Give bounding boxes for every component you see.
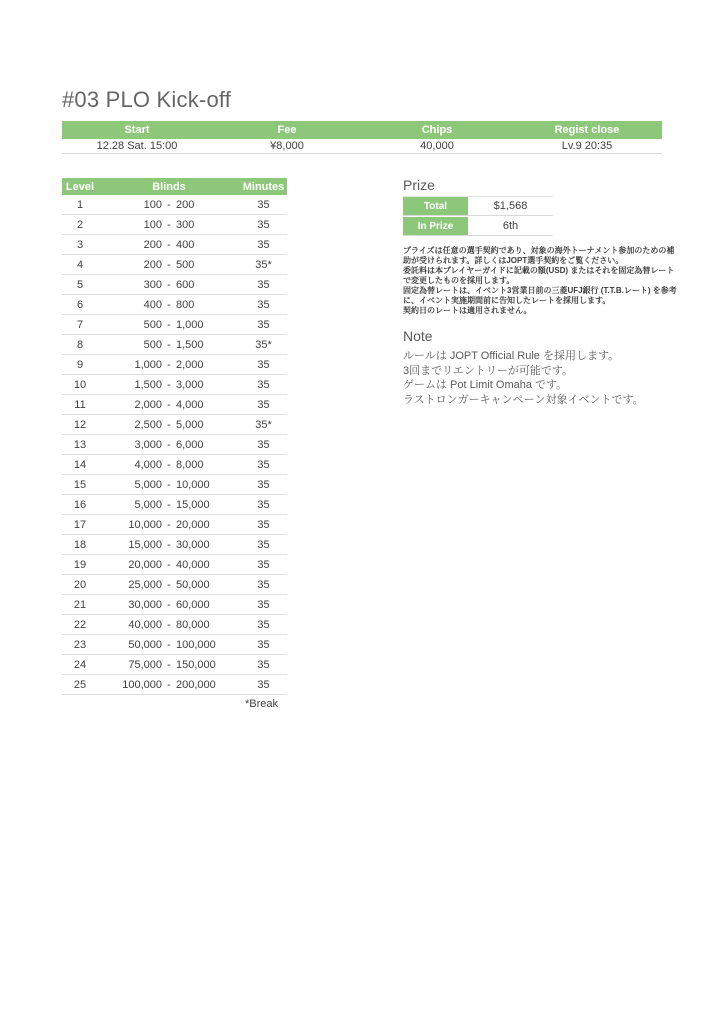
minutes-cell: 35 (257, 658, 270, 671)
minutes-cell: 35* (255, 258, 272, 271)
level-cell: 15 (73, 478, 87, 491)
blinds-cell (98, 319, 240, 331)
blinds-cell (98, 259, 240, 271)
table-row (62, 515, 287, 535)
event-info-table (62, 121, 662, 154)
note-line: ラストロンガーキャンペーン対象イベントです。 (403, 393, 644, 406)
small-blind-value: 2,000 (134, 398, 162, 411)
small-blind-value: 10,000 (128, 518, 162, 531)
minutes-cell: 35 (257, 318, 270, 331)
table-row (62, 655, 287, 675)
table-row (62, 535, 287, 555)
table-row (62, 395, 287, 415)
big-blind-value: 200,000 (176, 678, 216, 691)
prize-row-value: 6th (502, 220, 519, 232)
table-row (62, 255, 287, 275)
blinds-cell (98, 239, 240, 251)
blinds-dash: - (167, 558, 171, 571)
level-cell: 4 (76, 258, 84, 271)
blinds-cell (98, 459, 240, 471)
note-line: 3回までリエントリーが可能です。 (403, 364, 574, 377)
prize-row-label: Total (403, 197, 468, 215)
blinds-dash: - (167, 598, 171, 611)
table-row (62, 355, 287, 375)
big-blind-value: 20,000 (176, 518, 210, 531)
column-header: Level (65, 180, 95, 193)
level-cell: 12 (73, 418, 87, 431)
small-blind-value: 2,500 (134, 418, 162, 431)
blinds-header-row (62, 178, 287, 195)
big-blind-value: 10,000 (176, 478, 210, 491)
level-cell: 25 (73, 678, 87, 691)
blinds-cell (98, 559, 240, 571)
level-cell: 19 (73, 558, 87, 571)
level-cell: 18 (73, 538, 87, 551)
minutes-cell: 35 (257, 638, 270, 651)
table-row (62, 195, 287, 215)
big-blind-value: 5,000 (176, 418, 204, 431)
minutes-cell: 35 (257, 298, 270, 311)
note-line: ゲームは Pot Limit Omaha です。 (403, 379, 568, 391)
table-row (62, 635, 287, 655)
info-value: 40,000 (420, 140, 454, 152)
level-cell: 14 (73, 458, 87, 471)
blinds-cell (98, 659, 240, 671)
level-cell: 13 (73, 438, 87, 451)
prize-row-value: $1,568 (493, 200, 528, 212)
big-blind-value: 8,000 (176, 458, 204, 471)
blinds-structure-table (62, 178, 287, 714)
small-blind-value: 500 (143, 318, 162, 331)
table-row (62, 555, 287, 575)
page-title: #03 PLO Kick-off (62, 87, 232, 112)
level-cell: 5 (76, 278, 84, 291)
event-info-header-row (62, 121, 662, 139)
small-blind-value: 5,000 (134, 478, 162, 491)
blinds-cell (98, 679, 240, 691)
big-blind-value: 6,000 (176, 438, 204, 451)
minutes-cell: 35 (257, 358, 270, 371)
table-row (62, 295, 287, 315)
blinds-dash: - (167, 258, 171, 271)
level-cell: 6 (76, 298, 84, 311)
table-row (62, 415, 287, 435)
prize-heading: Prize (403, 177, 435, 193)
info-value: Lv.9 20:35 (561, 140, 613, 152)
note-line: ルールは JOPT Official Rule を採用します。 (403, 350, 620, 362)
level-cell: 22 (73, 618, 87, 631)
note-heading: Note (403, 328, 433, 344)
big-blind-value: 200 (176, 198, 195, 211)
table-row (62, 475, 287, 495)
small-blind-value: 30,000 (128, 598, 162, 611)
prize-note-paragraph: 契約日のレートは適用されません。 (403, 306, 532, 315)
small-blind-value: 500 (143, 338, 162, 351)
level-cell: 16 (73, 498, 87, 511)
minutes-cell: 35 (257, 478, 270, 491)
small-blind-value: 75,000 (128, 658, 162, 671)
blinds-dash: - (167, 238, 171, 251)
blinds-dash: - (167, 618, 171, 631)
small-blind-value: 40,000 (128, 618, 162, 631)
blinds-dash: - (167, 458, 171, 471)
table-row (62, 315, 287, 335)
blinds-cell (98, 639, 240, 651)
level-cell: 21 (73, 598, 87, 611)
minutes-cell: 35 (257, 458, 270, 471)
big-blind-value: 50,000 (176, 578, 210, 591)
blinds-cell (98, 199, 240, 211)
info-value: ¥8,000 (270, 140, 304, 152)
blinds-dash: - (167, 438, 171, 451)
prize-row (403, 196, 553, 216)
blinds-dash: - (167, 678, 171, 691)
prize-note-paragraph: 固定為替レートは、イベント3営業日前の三菱UFJ銀行 (T.T.B.レート) を参考に、イベント実施期間前に告知したレートを採用します。 (403, 286, 677, 305)
small-blind-value: 100 (143, 198, 162, 211)
column-header: Start (124, 124, 150, 136)
big-blind-value: 150,000 (176, 658, 216, 671)
big-blind-value: 60,000 (176, 598, 210, 611)
minutes-cell: 35 (257, 218, 270, 231)
blinds-dash: - (167, 318, 171, 331)
level-cell: 11 (74, 398, 86, 411)
minutes-cell: 35 (257, 378, 270, 391)
blinds-cell (98, 219, 240, 231)
blinds-dash: - (167, 298, 171, 311)
small-blind-value: 4,000 (134, 458, 162, 471)
minutes-cell: 35 (257, 198, 270, 211)
blinds-dash: - (167, 398, 171, 411)
level-cell: 10 (73, 378, 87, 391)
minutes-cell: 35 (257, 538, 270, 551)
minutes-cell: 35 (257, 598, 270, 611)
small-blind-value: 50,000 (128, 638, 162, 651)
column-header: Regist close (554, 124, 620, 136)
minutes-cell: 35 (257, 238, 270, 251)
level-cell: 2 (76, 218, 84, 231)
prize-row-label: In Prize (403, 217, 468, 235)
level-cell: 1 (76, 198, 84, 211)
blinds-cell (98, 479, 240, 491)
table-row (62, 595, 287, 615)
blinds-dash: - (167, 578, 171, 591)
table-row (62, 615, 287, 635)
column-header: Chips (421, 124, 453, 136)
table-row (62, 675, 287, 695)
blinds-dash: - (167, 498, 171, 511)
minutes-cell: 35 (257, 518, 270, 531)
minutes-cell: 35 (257, 438, 270, 451)
level-cell: 9 (76, 358, 84, 371)
table-row (62, 455, 287, 475)
big-blind-value: 80,000 (176, 618, 210, 631)
info-value: 12.28 Sat. 15:00 (96, 140, 178, 152)
small-blind-value: 25,000 (128, 578, 162, 591)
blinds-dash: - (167, 358, 171, 371)
blinds-cell (98, 619, 240, 631)
table-row (62, 575, 287, 595)
table-row (62, 235, 287, 255)
blinds-dash: - (167, 478, 171, 491)
table-row (62, 435, 287, 455)
big-blind-value: 4,000 (176, 398, 204, 411)
small-blind-value: 20,000 (128, 558, 162, 571)
minutes-cell: 35 (257, 398, 270, 411)
blinds-dash: - (167, 278, 171, 291)
big-blind-value: 1,000 (176, 318, 204, 331)
minutes-cell: 35 (257, 278, 270, 291)
blinds-dash: - (167, 658, 171, 671)
minutes-cell: 35 (257, 578, 270, 591)
blinds-dash: - (167, 218, 171, 231)
blinds-body (62, 195, 287, 695)
blinds-cell (98, 599, 240, 611)
big-blind-value: 100,000 (176, 638, 216, 651)
blinds-cell (98, 339, 240, 351)
break-footnote: *Break (244, 698, 278, 710)
blinds-dash: - (167, 378, 171, 391)
blinds-cell (98, 539, 240, 551)
table-row (62, 375, 287, 395)
blinds-cell (98, 499, 240, 511)
small-blind-value: 1,500 (134, 378, 162, 391)
blinds-dash: - (167, 338, 171, 351)
big-blind-value: 3,000 (176, 378, 204, 391)
level-cell: 8 (76, 338, 84, 351)
level-cell: 3 (76, 238, 84, 251)
column-header: Minutes (242, 180, 285, 193)
big-blind-value: 15,000 (176, 498, 210, 511)
blinds-cell (98, 439, 240, 451)
blinds-dash: - (167, 518, 171, 531)
minutes-cell: 35 (257, 498, 270, 511)
blinds-cell (98, 379, 240, 391)
prize-note-paragraph: 委託料は本プレイヤーガイドに記載の額(USD) またはそれを固定為替レートで変更したものを採用します。 (403, 266, 675, 285)
big-blind-value: 400 (176, 238, 195, 251)
level-cell: 7 (76, 318, 84, 331)
big-blind-value: 40,000 (176, 558, 210, 571)
note-lines (403, 349, 644, 407)
blinds-dash: - (167, 418, 171, 431)
blinds-cell (98, 359, 240, 371)
small-blind-value: 200 (143, 238, 162, 251)
blinds-cell (98, 299, 240, 311)
blinds-cell (98, 579, 240, 591)
level-cell: 24 (73, 658, 87, 671)
small-blind-value: 15,000 (128, 538, 162, 551)
table-row (62, 275, 287, 295)
big-blind-value: 800 (176, 298, 195, 311)
prize-row (403, 217, 553, 236)
small-blind-value: 1,000 (134, 358, 162, 371)
blinds-dash: - (167, 198, 171, 211)
event-info-value-row (62, 139, 662, 154)
big-blind-value: 30,000 (176, 538, 210, 551)
level-cell: 23 (73, 638, 87, 651)
small-blind-value: 3,000 (134, 438, 162, 451)
big-blind-value: 300 (176, 218, 195, 231)
small-blind-value: 200 (143, 258, 162, 271)
big-blind-value: 1,500 (176, 338, 204, 351)
column-header: Blinds (152, 180, 186, 193)
big-blind-value: 600 (176, 278, 195, 291)
minutes-cell: 35 (257, 678, 270, 691)
blinds-dash: - (167, 538, 171, 551)
small-blind-value: 400 (143, 298, 162, 311)
prize-table (403, 196, 553, 237)
column-header: Fee (277, 124, 297, 136)
table-row (62, 335, 287, 355)
small-blind-value: 100 (143, 218, 162, 231)
level-cell: 17 (73, 518, 87, 531)
blinds-cell (98, 419, 240, 431)
prize-notes (403, 246, 677, 316)
big-blind-value: 2,000 (176, 358, 204, 371)
blinds-cell (98, 519, 240, 531)
table-row (62, 215, 287, 235)
prize-note-paragraph: プライズは任意の選手契約であり、対象の海外トーナメント参加のための補助が受けられます。詳しくはJOPT選手契約をご覧ください。 (403, 246, 675, 265)
blinds-dash: - (167, 638, 171, 651)
small-blind-value: 5,000 (134, 498, 162, 511)
minutes-cell: 35 (257, 618, 270, 631)
blinds-cell (98, 279, 240, 291)
table-row (62, 495, 287, 515)
minutes-cell: 35 (257, 558, 270, 571)
minutes-cell: 35* (255, 418, 272, 431)
minutes-cell: 35* (255, 338, 272, 351)
big-blind-value: 500 (176, 258, 195, 271)
blinds-cell (98, 399, 240, 411)
small-blind-value: 100,000 (122, 678, 162, 691)
level-cell: 20 (73, 578, 87, 591)
small-blind-value: 300 (143, 278, 162, 291)
